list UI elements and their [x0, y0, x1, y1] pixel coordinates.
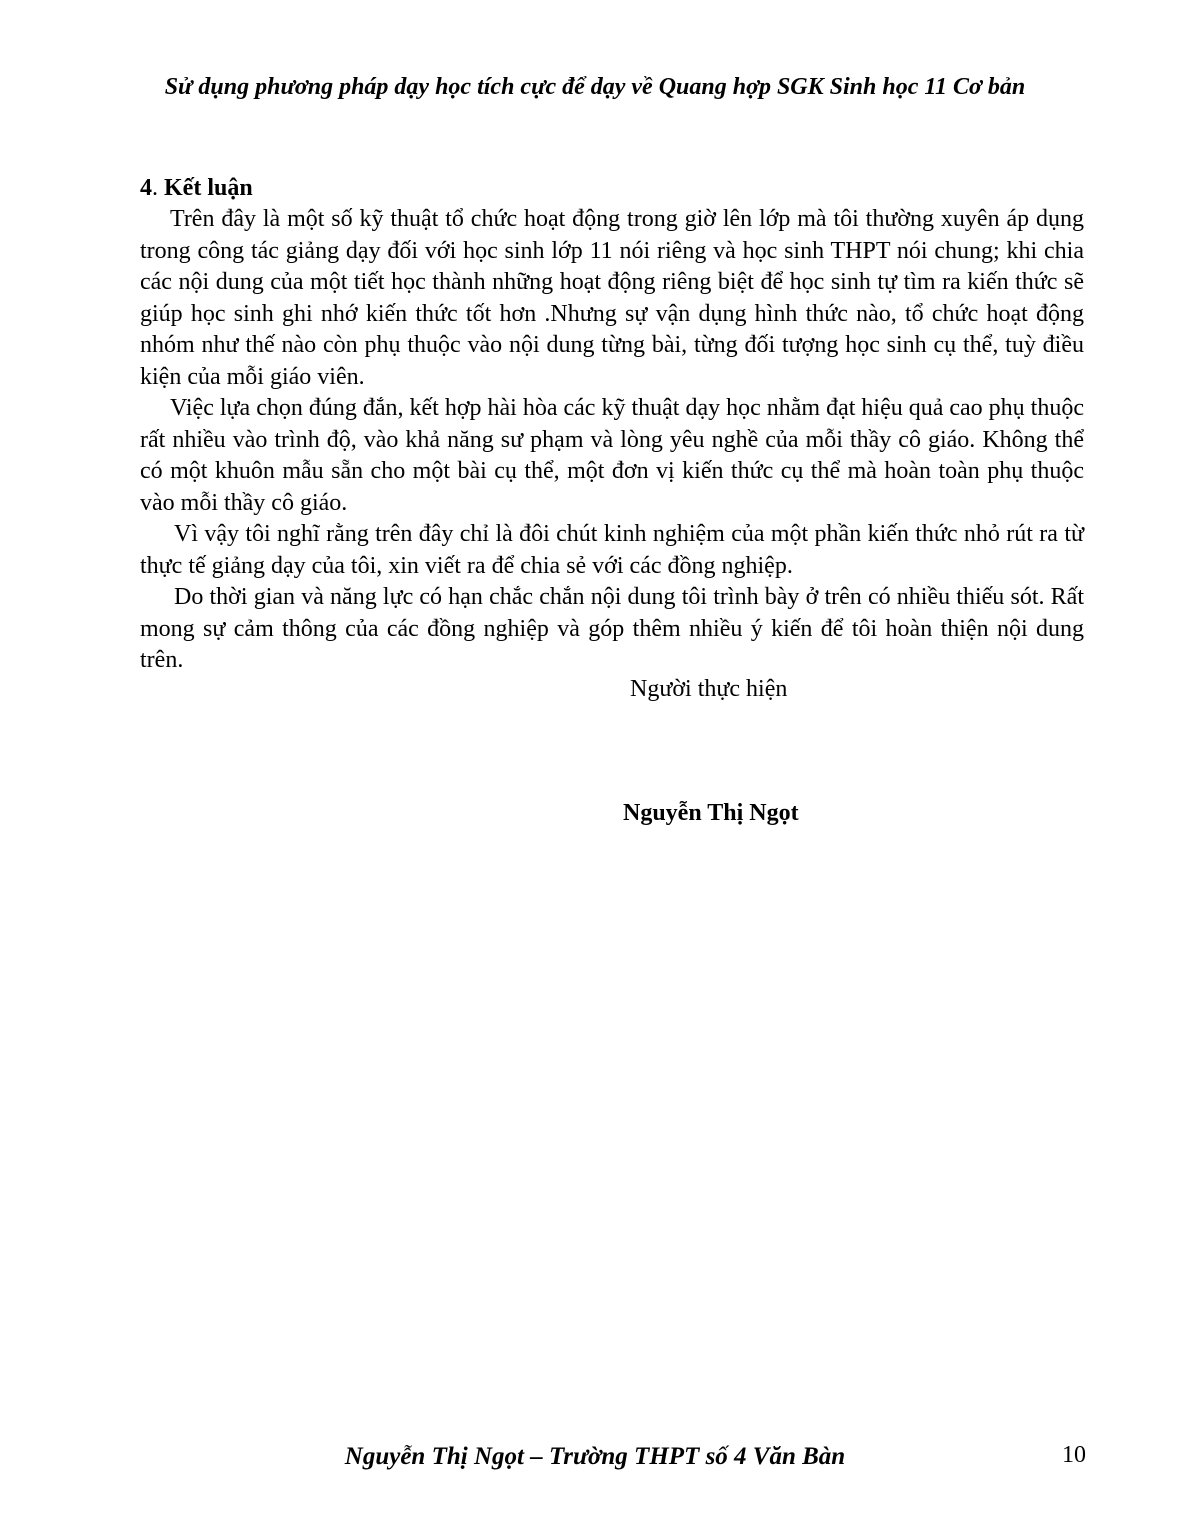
- paragraph: Trên đây là một số kỹ thuật tổ chức hoạt động trong giờ lên lớp mà tôi thường xuyên áp dụng trong công tác giảng dạy đối với học sinh lớp 11 nói riêng và học sinh THPT nói chung; khi chia các nội dung của một tiết học thành những hoạt động riêng biệt để học sinh tự tìm ra kiến thức sẽ giúp học sinh ghi nhớ kiến thức tốt hơn .Nhưng sự vận dụng hình thức nào, tổ chức hoạt động nhóm như thế nào còn phụ thuộc vào nội dung từng bài, từng đối tượng học sinh cụ thể, tuỳ điều kiện của mỗi giáo viên.: [140, 206, 1084, 390]
- page-footer: Nguyễn Thị Ngọt – Trường THPT số 4 Văn Bàn: [344, 1443, 846, 1470]
- signature-role: Người thực hiện: [630, 676, 788, 702]
- section-heading: 4. Kết luận: [140, 175, 253, 201]
- section-number: 4: [140, 175, 152, 201]
- main-content: [140, 172, 1084, 677]
- paragraph: Việc lựa chọn đúng đắn, kết hợp hài hòa các kỹ thuật dạy học nhằm đạt hiệu quả cao phụ thuộc rất nhiều vào trình độ, vào khả năng sư phạm và lòng yêu nghề của mỗi thầy cô giáo. Không thể có một khuôn mẫu sẵn cho một bài cụ thể, một đơn vị kiến thức cụ thể mà hoàn toàn phụ thuộc vào mỗi thầy cô giáo.: [140, 395, 1084, 516]
- paragraph: Do thời gian và năng lực có hạn chắc chắn nội dung tôi trình bày ở trên có nhiều thiếu sót. Rất mong sự cảm thông của các đồng nghiệp và góp thêm nhiều ý kiến để tôi hoàn thiện nội dung trên.: [140, 584, 1084, 673]
- signature-name: Nguyễn Thị Ngọt: [623, 800, 799, 826]
- section-title: Kết luận: [164, 175, 253, 201]
- paragraph: Vì vậy tôi nghĩ rằng trên đây chỉ là đôi chút kinh nghiệm của một phần kiến thức nhỏ rút ra từ thực tế giảng dạy của tôi, xin viết ra để chia sẻ với các đồng nghiệp.: [140, 521, 1084, 579]
- page-header: Sử dụng phương pháp dạy học tích cực để dạy về Quang hợp SGK Sinh học 11 Cơ bản: [164, 74, 1026, 100]
- page-number: 10: [1062, 1442, 1086, 1468]
